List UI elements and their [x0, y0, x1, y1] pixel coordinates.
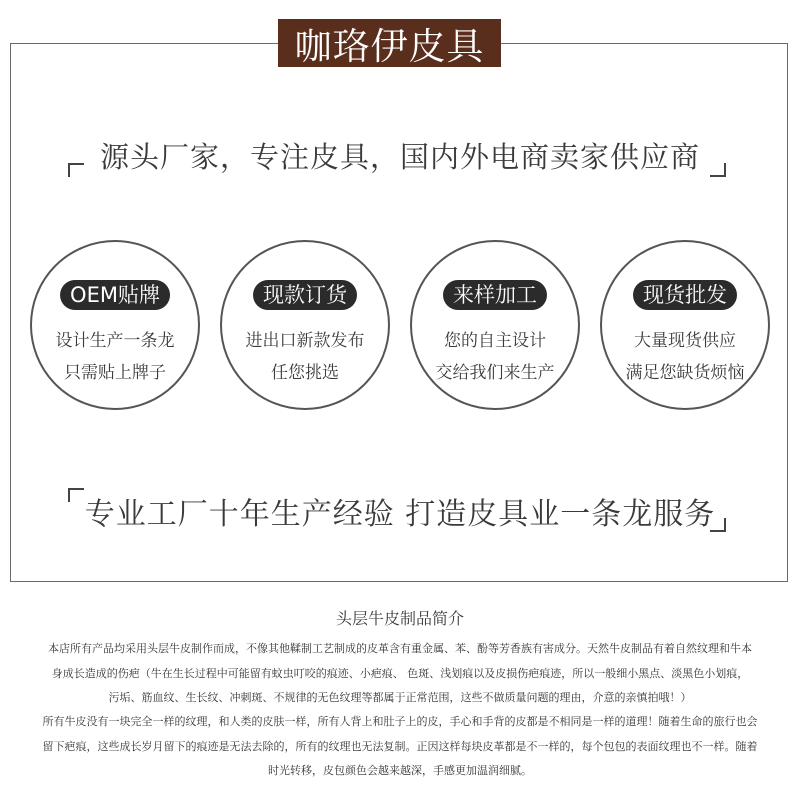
brand-title: 咖珞伊皮具	[278, 19, 501, 67]
intro-line: 身成长造成的伤疤（牛在生长过程中可能留有蚊虫叮咬的痕迹、小疤痕、 色斑、浅划痕以及皮损伤疤痕迹，所以一般细小黑点、淡黑色小划痕，	[51, 667, 749, 680]
service-badge-wholesale: 现货批发	[633, 280, 737, 310]
service-line1-wholesale: 大量现货供应	[634, 331, 736, 351]
service-line1-sample: 您的自主设计	[444, 331, 546, 351]
service-line2-order: 任您挑选	[271, 363, 339, 383]
intro-title: 头层牛皮制品简介	[335, 609, 464, 628]
service-line1-oem: 设计生产一条龙	[55, 331, 175, 351]
service-badge-sample: 来样加工	[443, 280, 547, 310]
intro-line: 时光转移，皮包颜色会越来越深，手感更加温润细腻。	[268, 764, 532, 777]
service-badge-oem: OEM贴牌	[60, 280, 170, 310]
service-badge-order: 现款订货	[253, 280, 357, 310]
slogan-bottom: 专业工厂十年生产经验 打造皮具业一条龙服务	[84, 497, 716, 532]
service-line2-wholesale: 满足您缺货烦恼	[625, 363, 745, 383]
intro-line: 污垢、筋血纹、生长纹、冲刺斑、不规律的无色纹理等都属于正常范围，这些不做质量问题的理由，介意的亲慎拍哦！）	[108, 691, 692, 704]
service-circle-oem	[30, 240, 200, 410]
service-circle-order	[220, 240, 390, 410]
intro-line: 本店所有产品均采用头层牛皮制作而成，不像其他鞣制工艺制成的皮革含有重金属、苯、酚等芳香族有害成分。天然牛皮制品有着自然纹理和牛本	[48, 642, 752, 655]
service-line2-oem: 只需贴上牌子	[64, 363, 166, 383]
service-circle-wholesale	[600, 240, 770, 410]
service-circle-sample	[410, 240, 580, 410]
service-line1-order: 进出口新款发布	[245, 331, 365, 351]
intro-line: 所有牛皮没有一块完全一样的纹理，和人类的皮肤一样，所有人背上和肚子上的皮，手心和手背的皮都是不相同是一样的道理！随着生命的旅行也会	[42, 715, 758, 728]
slogan-top: 源头厂家，专注皮具，国内外电商卖家供应商	[99, 140, 700, 174]
service-line2-sample: 交给我们来生产	[435, 363, 555, 383]
intro-line: 留下疤痕，这些成长岁月留下的痕迹是无法去除的，所有的纹理也无法复制。正因这样每块皮革都是不一样的，每个包包的表面纹理也不一样。随着	[42, 740, 758, 753]
